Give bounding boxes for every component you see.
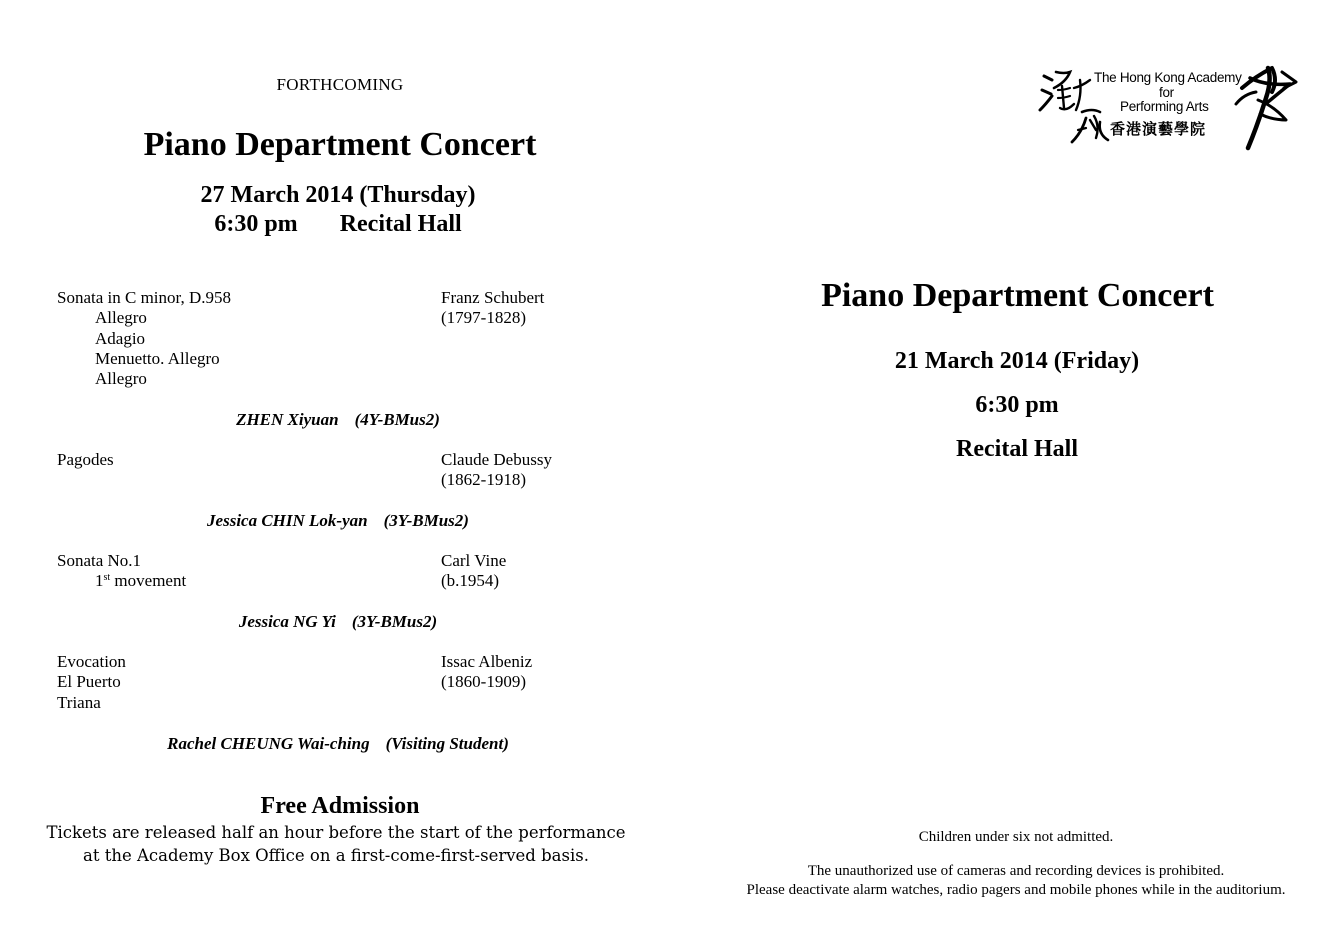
programme-piece-debussy bbox=[57, 450, 114, 470]
programme-piece-vine bbox=[57, 551, 186, 592]
performer-name: Jessica NG Yi bbox=[238, 612, 336, 631]
concert-venue: Recital Hall bbox=[956, 436, 1078, 462]
academy-logo bbox=[1036, 60, 1304, 162]
composer-vine bbox=[441, 551, 506, 592]
piece-title: Evocation bbox=[57, 652, 126, 671]
movement-word: movement bbox=[110, 571, 187, 591]
composer-name: Issac Albeniz bbox=[441, 652, 533, 671]
composer-name: Franz Schubert bbox=[441, 288, 545, 307]
logo-chinese-name: 香港演藝學院 bbox=[1110, 120, 1207, 138]
forthcoming-label: FORTHCOMING bbox=[276, 75, 404, 94]
programme-piece-schubert bbox=[57, 288, 231, 389]
performer-info: (3Y-BMus2) bbox=[351, 612, 438, 631]
concert-time: 6:30 pm bbox=[975, 392, 1059, 418]
performer-name: Rachel CHEUNG Wai-ching bbox=[167, 734, 370, 753]
performer-zhen-xiyuan bbox=[58, 410, 618, 430]
piece-title: Pagodes bbox=[57, 450, 114, 469]
piece-title: Triana bbox=[57, 692, 101, 712]
composer-dates: (1860-1909) bbox=[441, 672, 526, 692]
performer-info: (4Y-BMus2) bbox=[354, 410, 440, 429]
performer-jessica-ng bbox=[58, 612, 618, 632]
movement bbox=[57, 571, 186, 591]
performer-name: Jessica CHIN Lok-yan bbox=[207, 511, 368, 530]
movement-number: 1 bbox=[95, 571, 104, 591]
composer-dates: (1797-1828) bbox=[441, 308, 526, 328]
movement: Adagio bbox=[95, 328, 146, 348]
concert-title: Piano Department Concert bbox=[821, 277, 1214, 314]
children-notice: Children under six not admitted. bbox=[918, 829, 1114, 845]
piece-title: Sonata No.1 bbox=[57, 551, 142, 570]
movement: Allegro bbox=[95, 308, 147, 328]
performer-info: (3Y-BMus2) bbox=[383, 511, 469, 530]
ticket-info-line: Tickets are released half an hour before the start of the performance bbox=[46, 823, 626, 842]
composer-name: Claude Debussy bbox=[441, 450, 552, 469]
composer-dates: (1862-1918) bbox=[441, 470, 526, 490]
forthcoming-concert-date: 27 March 2014 (Thursday) bbox=[200, 182, 476, 208]
logo-name-line2: for bbox=[1159, 85, 1174, 100]
performer-rachel-cheung bbox=[58, 734, 618, 754]
movement-ordinal-suffix: st bbox=[103, 572, 111, 584]
forthcoming-time-venue bbox=[118, 211, 558, 238]
performer-jessica-chin bbox=[58, 511, 618, 531]
forthcoming-concert-title: Piano Department Concert bbox=[143, 126, 537, 163]
ticket-info-line: at the Academy Box Office on a first-come-first-served basis. bbox=[83, 845, 589, 865]
composer-schubert bbox=[441, 288, 544, 329]
recording-notice bbox=[700, 862, 1332, 900]
forthcoming-concert-venue: Recital Hall bbox=[339, 211, 462, 237]
logo-name-line1: The Hong Kong Academy bbox=[1094, 70, 1242, 85]
ticket-info bbox=[40, 822, 632, 867]
composer-name: Carl Vine bbox=[441, 551, 507, 570]
programme-piece-albeniz bbox=[57, 652, 126, 713]
composer-dates: (b.1954) bbox=[441, 571, 500, 591]
logo-name-line3: Performing Arts bbox=[1120, 99, 1209, 114]
movement: Allegro bbox=[95, 369, 147, 389]
free-admission-heading: Free Admission bbox=[260, 793, 420, 819]
composer-debussy bbox=[441, 450, 552, 491]
phones-notice-line: Please deactivate alarm watches, radio pagers and mobile phones while in the auditorium. bbox=[746, 882, 1286, 898]
performer-name: ZHEN Xiyuan bbox=[236, 410, 339, 429]
composer-albeniz bbox=[441, 652, 532, 693]
concert-date: 21 March 2014 (Friday) bbox=[894, 348, 1140, 374]
cameras-notice-line: The unauthorized use of cameras and recording devices is prohibited. bbox=[807, 863, 1225, 879]
movement: Menuetto. Allegro bbox=[95, 348, 220, 368]
forthcoming-concert-time: 6:30 pm bbox=[214, 211, 298, 237]
performer-info: (Visiting Student) bbox=[385, 734, 509, 753]
piece-title: El Puerto bbox=[57, 672, 121, 692]
piece-title: Sonata in C minor, D.958 bbox=[57, 288, 232, 307]
